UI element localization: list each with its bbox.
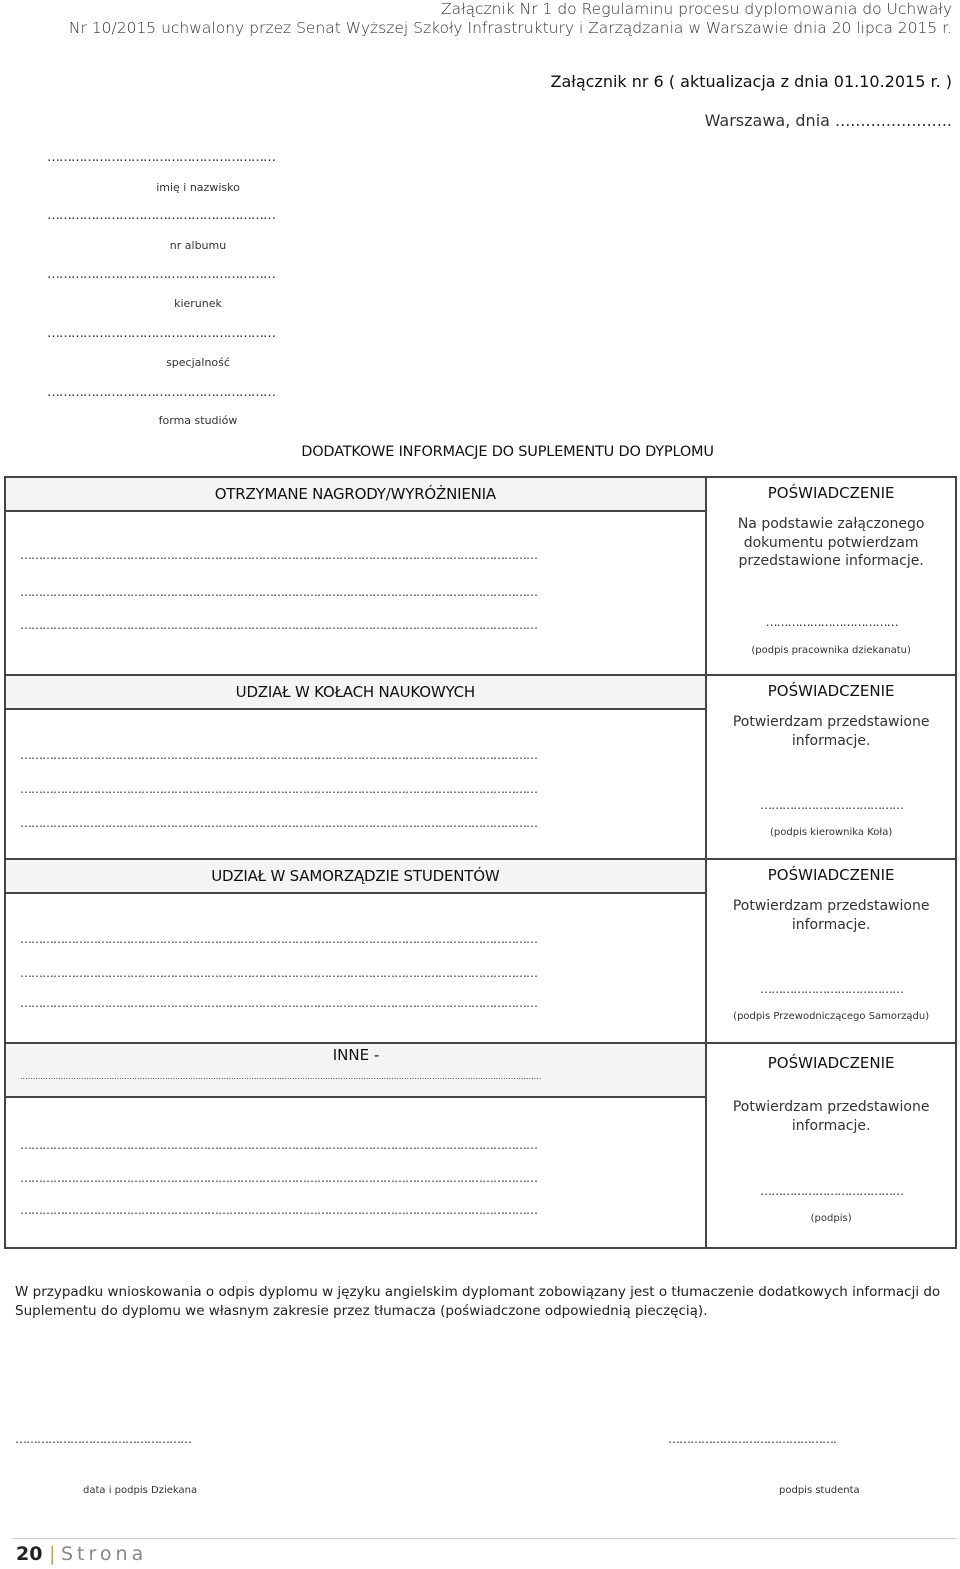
other-header-cell	[5, 1043, 706, 1097]
student-council-cert-title: POŚWIADCZENIE	[767, 866, 895, 884]
album-label: nr albumu	[169, 239, 227, 252]
science-clubs-header: UDZIAŁ W KOŁACH NAUKOWYCH	[6, 676, 705, 708]
awards-certification-cell	[706, 477, 956, 675]
album-input-line[interactable]: …………………………………………………	[47, 208, 275, 223]
student-council-body-cell	[5, 893, 706, 1043]
student-council-line-3[interactable]: ……………………………………………………………………………………………………………………………	[20, 996, 537, 1010]
footer-separator: |	[49, 1543, 56, 1565]
other-header: INNE -	[332, 1046, 380, 1064]
other-certification-cell	[706, 1043, 956, 1248]
science-clubs-cert-text: Potwierdzam przedstawione informacje.	[732, 714, 930, 749]
student-signature-label: podpis studenta	[779, 1485, 860, 1496]
student-council-line-2[interactable]: ……………………………………………………………………………………………………………………………	[20, 966, 537, 980]
student-council-signature-line[interactable]: …………………………………	[760, 982, 904, 996]
specialization-label: specjalność	[166, 356, 230, 369]
student-council-cert-text: Potwierdzam przedstawione informacje.	[732, 898, 930, 933]
other-cert-text: Potwierdzam przedstawione informacje.	[732, 1099, 930, 1134]
place-date-field[interactable]: Warszawa, dnia .......................	[704, 111, 952, 130]
footer-divider	[12, 1538, 957, 1539]
science-clubs-line-1[interactable]: ……………………………………………………………………………………………………………………………	[20, 748, 537, 762]
other-signature-line[interactable]: …………………………………	[760, 1184, 904, 1198]
other-line-1[interactable]: ……………………………………………………………………………………………………………………………	[20, 1138, 537, 1152]
other-body-cell	[5, 1097, 706, 1248]
awards-cert-title: POŚWIADCZENIE	[767, 484, 895, 502]
awards-signature-label: (podpis pracownika dziekanatu)	[751, 645, 911, 656]
translation-note: W przypadku wnioskowania o odpis dyplomu w języku angielskim dyplomant zobowiązany jest o tłumaczenie dodatkowych informacji do Suplementu do dyplomu we własnym zakresie przez tłumacza (poświadczone odpowiednią pieczęcią).	[15, 1284, 941, 1319]
awards-body-cell	[5, 511, 706, 675]
other-line-3[interactable]: ……………………………………………………………………………………………………………………………	[20, 1203, 537, 1217]
student-council-header: UDZIAŁ W SAMORZĄDZIE STUDENTÓW	[6, 860, 705, 892]
page-word: Strona	[61, 1543, 148, 1565]
student-council-line-1[interactable]: ……………………………………………………………………………………………………………………………	[20, 932, 537, 946]
student-signature-line[interactable]: ……………………………………….	[668, 1432, 836, 1446]
other-cert-title: POŚWIADCZENIE	[767, 1054, 895, 1072]
other-line-2[interactable]: ……………………………………………………………………………………………………………………………	[20, 1171, 537, 1185]
awards-header-cell	[5, 477, 706, 511]
header-line-1: Załącznik Nr 1 do Regulaminu procesu dyplomowania do Uchwały	[440, 0, 952, 18]
awards-signature-line[interactable]: ………………………………	[765, 615, 898, 629]
section-title: DODATKOWE INFORMACJE DO SUPLEMENTU DO DYPLOMU	[301, 444, 714, 460]
awards-cert-text: Na podstawie załączonego dokumentu potwierdzam przedstawione informacje.	[737, 516, 925, 569]
name-input-line[interactable]: …………………………………………………	[47, 150, 275, 165]
supplement-table	[4, 476, 957, 1249]
awards-header: OTRZYMANE NAGRODY/WYRÓŻNIENIA	[6, 478, 705, 510]
awards-line-1[interactable]: ……………………………………………………………………………………………………………………………	[20, 548, 537, 562]
science-clubs-certification-cell	[706, 675, 956, 859]
science-clubs-line-2[interactable]: ……………………………………………………………………………………………………………………………	[20, 782, 537, 796]
dean-signature-line[interactable]: …………………………………………	[15, 1432, 191, 1446]
awards-line-2[interactable]: ……………………………………………………………………………………………………………………………	[20, 585, 537, 599]
student-council-signature-label: (podpis Przewodniczącego Samorządu)	[733, 1011, 930, 1022]
student-council-certification-cell	[706, 859, 956, 1043]
dean-signature-label: data i podpis Dziekana	[83, 1485, 198, 1496]
science-clubs-cert-title: POŚWIADCZENIE	[767, 682, 895, 700]
name-label: imię i nazwisko	[156, 181, 240, 194]
specialization-input-line[interactable]: …………………………………………………	[47, 326, 275, 341]
student-council-header-cell	[5, 859, 706, 893]
study-form-label: forma studiów	[158, 414, 238, 427]
science-clubs-signature-line[interactable]: …………………………………	[760, 798, 904, 812]
other-title-line[interactable]: .............................................................................................................................................................................................................	[20, 1072, 542, 1081]
page-number: 20	[16, 1543, 43, 1565]
attachment-title: Załącznik nr 6 ( aktualizacja z dnia 01.10.2015 r. )	[550, 72, 952, 91]
science-clubs-header-cell	[5, 675, 706, 709]
awards-line-3[interactable]: ……………………………………………………………………………………………………………………………	[20, 618, 537, 632]
field-of-study-input-line[interactable]: …………………………………………………	[47, 267, 275, 282]
science-clubs-line-3[interactable]: ……………………………………………………………………………………………………………………………	[20, 816, 537, 830]
header-line-2: Nr 10/2015 uchwalony przez Senat Wyższej Szkoły Infrastruktury i Zarządzania w Warszawie dnia 20 lipca 2015 r.	[68, 19, 952, 37]
field-of-study-label: kierunek	[174, 297, 222, 310]
science-clubs-body-cell	[5, 709, 706, 859]
other-signature-label: (podpis)	[810, 1213, 852, 1224]
study-form-input-line[interactable]: …………………………………………………	[47, 385, 275, 400]
science-clubs-signature-label: (podpis kierownika Koła)	[770, 827, 893, 838]
